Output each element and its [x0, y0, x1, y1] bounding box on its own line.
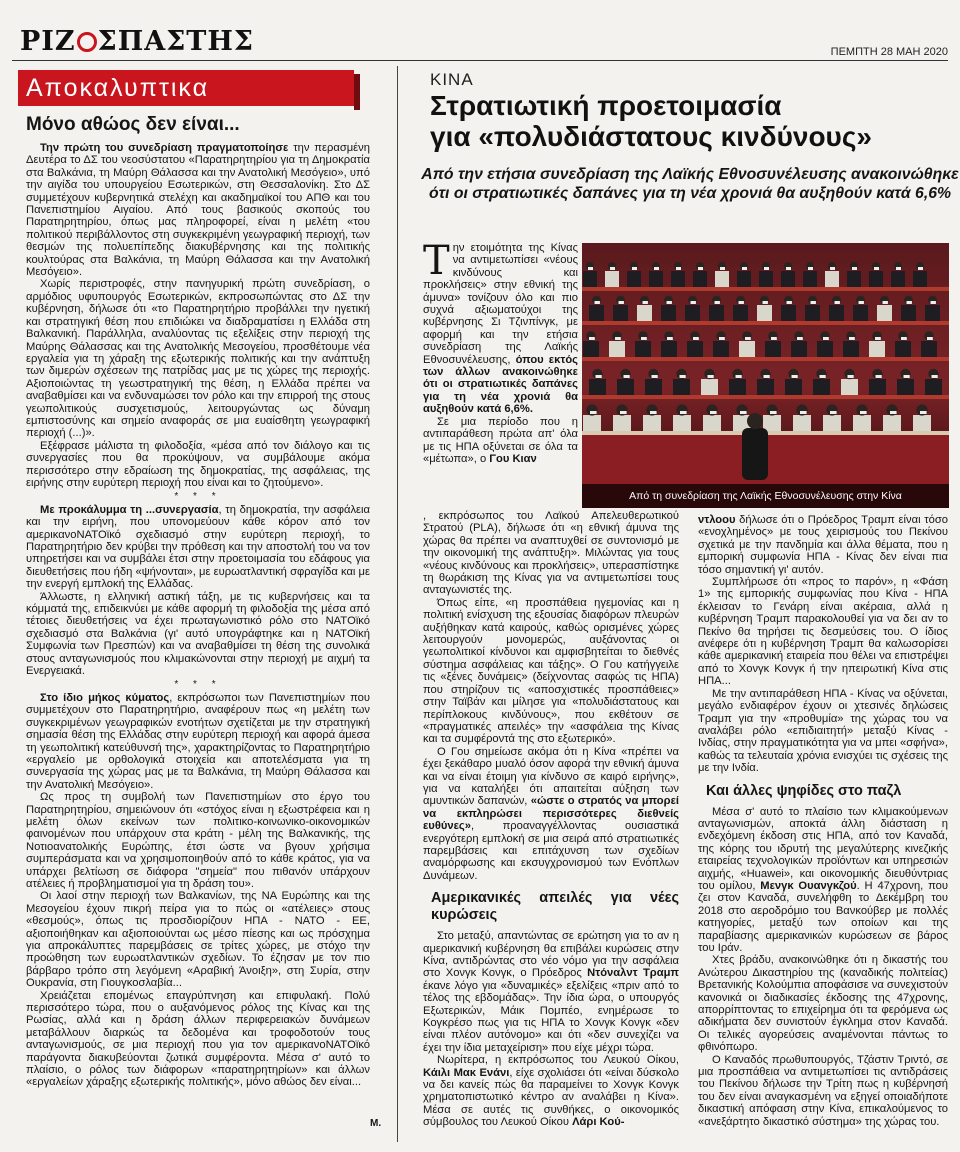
desk-row — [582, 395, 949, 399]
delegate-figure — [803, 271, 817, 289]
delegate-figure — [701, 379, 718, 397]
delegate-figure — [817, 341, 833, 359]
delegate-mask — [920, 411, 927, 414]
delegate-mask — [848, 375, 854, 378]
delegate-figure — [733, 305, 748, 323]
delegate-mask — [667, 301, 672, 304]
delegate-mask — [830, 411, 837, 414]
delegate-mask — [918, 267, 923, 270]
delegate-figure — [613, 415, 631, 433]
delegate-figure — [891, 271, 905, 289]
article-subheading: Και άλλες ψηφίδες στο παζλ — [706, 782, 902, 799]
delegate-figure — [847, 271, 861, 289]
delegate-figure — [901, 305, 916, 323]
delegate-figure — [589, 379, 606, 397]
author-signature: Μ. — [370, 1118, 382, 1129]
delegate-figure — [739, 341, 755, 359]
delegate-mask — [770, 411, 777, 414]
delegate-mask — [619, 301, 624, 304]
delegate-mask — [808, 267, 813, 270]
delegate-mask — [763, 301, 768, 304]
paragraph: Ο Καναδός πρωθυπουργός, Τζάστιν Τριντό, σε μια προσπάθεια να αντιμετωπίσει τις αντιδράσεις του Πεκίνου δήλωσε την Τρίτη πως η κυβέρνησή του δεν είναι αναγκασμένη να εξηγεί οποιαδήποτε δικαστική απόφαση στην Κίνα, επικαλούμενος το «ανεξάρτητο δικαστικό σύστημα» της χώρας του. — [698, 1053, 948, 1128]
delegate-mask — [883, 301, 888, 304]
header-rule — [12, 60, 948, 61]
delegate-figure — [737, 271, 751, 289]
delegate-mask — [624, 375, 630, 378]
delegate-figure — [841, 379, 858, 397]
drop-cap: Τ — [423, 238, 450, 284]
delegate-mask — [739, 301, 744, 304]
delegate-mask — [643, 301, 648, 304]
delegate-mask — [823, 337, 829, 340]
paragraph: Όπως είπε, «η προσπάθεια ηγεμονίας και η πολιτική ενίσχυση της εξουσίας διαφόρων πλευρών αυξήθηκαν κατά καιρούς, καθώς ορισμένες χώρες λειτουργούν μονομερώς, αυξάνοντας οι γεωπολιτικοί κίνδυνοι και αμφισβητείται το διεθνές σύστημα ασφάλειας και τάξης». Ο Γου κατήγγειλε τις «ξένες δυνάμεις» (δείχνοντας σαφώς τις ΗΠΑ) που στηρίζουν τις «αποσχιστικές προσπάθειες» στην Ταϊβάν και μίλησε για «πολυδιάστατους και περίπλοκους κινδύνους», που εκθέτουν σε «πραγματικές απειλές» την «ασφάλεια της Κίνας και τα συμφέροντά της στο εξωτερικό». — [423, 596, 679, 746]
delegate-mask — [927, 337, 933, 340]
delegate-mask — [800, 411, 807, 414]
delegate-figure — [877, 305, 892, 323]
delegate-figure — [609, 341, 625, 359]
delegate-mask — [820, 375, 826, 378]
paragraph: Εξέφρασε μάλιστα τη φιλοδοξία, «μέσα από τον διάλογο και τις συνεργασίες που θα προκύψουν, να συμβάλουμε ακόμα περισσότερο στην εδραίωση της δημοκρατίας, της ασφάλειας, της ειρήνης στην ευρύτερη περιοχή που είναι και το ζητούμενο». — [26, 439, 370, 489]
delegate-mask — [595, 301, 600, 304]
delegate-mask — [786, 267, 791, 270]
delegate-figure — [645, 379, 662, 397]
delegate-figure — [757, 379, 774, 397]
article-subhead: Από την ετήσια συνεδρίαση της Λαϊκής Εθνοσυνέλευσης ανακοινώθηκε ότι οι στρατιωτικές δαπάνες για τη νέα χρονιά θα αυξηθούν κατά 6,6% — [421, 166, 959, 202]
delegate-mask — [680, 411, 687, 414]
delegate-mask — [610, 267, 615, 270]
delegate-figure — [869, 341, 885, 359]
delegate-figure — [813, 379, 830, 397]
delegate-figure — [649, 271, 663, 289]
desk-row — [582, 357, 949, 361]
delegate-figure — [685, 305, 700, 323]
delegate-figure — [583, 341, 599, 359]
paragraph: Οι λαοί στην περιοχή των Βαλκανίων, της ΝΑ Ευρώπης και της Μεσογείου έχουν πικρή πείρα για το πώς οι «ατέλειες» στους «θεσμούς», όπως τις προσδιορίζουν ΗΠΑ - ΝΑΤΟ - ΕΕ, αξιοποιήθηκαν και αξιοποιούνται ως μέσο πίεσης και ως πρόσχημα για απροκάλυπτες παρεμβάσεις σε τρίτες χώρες, με στόχο την προώθηση των ευρωατλαντικών σχεδίων. Το έζησαν με τον πιο βάρβαρο τρόπο στη λεγόμενη «Αραβική Άνοιξη», στη Συρία, στην Ουκρανία, στη Γιουγκοσλαβία... — [26, 890, 370, 990]
delegate-mask — [719, 337, 725, 340]
delegate-figure — [897, 379, 914, 397]
delegate-figure — [791, 341, 807, 359]
paragraph: Συμπλήρωσε ότι «προς το παρόν», η «Φάση 1» της εμπορικής συμφωνίας που Κίνα - ΗΠΑ έκλεισαν το Γενάρη είναι ακέραια, αλλά η κυβέρνηση Τραμπ παρακολουθεί για να δει αν το Πεκίνο θα τηρήσει τις δεσμεύσεις του. Ο ίδιος ανέφερε ότι η κυβέρνηση Τραμπ θα καλωσορίσει κάθε αμερικανική εταιρεία που θέλει να επιστρέψει από το Χονγκ Κονγκ ή την ηπειρωτική Κίνα στις ΗΠΑ... — [698, 576, 948, 688]
main-headline: Στρατιωτική προετοιμασία για «πολυδιάστατους κινδύνους» — [430, 90, 872, 152]
left-article-headline: Μόνο αθώος δεν είναι... — [26, 114, 240, 135]
paragraph: ντλοου δήλωσε ότι ο Πρόεδρος Τραμπ είναι τόσο «ενοχλημένος» με τους χειρισμούς του Πεκίνου σχετικά με την πανδημία και άλλα θέματα, που η εμπορική συμφωνία ΗΠΑ - Κίνας δεν είναι πια τόσο σημαντική γι' αυτόν. — [698, 514, 948, 576]
delegate-mask — [710, 411, 717, 414]
delegate-mask — [590, 411, 597, 414]
paragraph: Ο Γου σημείωσε ακόμα ότι η Κίνα «πρέπει να έχει ξεκάθαρο μυαλό όσον αφορά την εθνική άμυνα και να είναι έτοιμη για κίνδυνο σε καιρό ειρήνης», για να καταλήξει ότι απαιτείται αύξηση των αμυντικών δαπανών, «ώστε ο στρατός να μπορεί να εκπληρώσει περισσότερες διεθνείς ευθύνες», προαναγγέλλοντας ουσιαστικά ενεργότερη εμπλοκή σε μια σειρά από στρατιωτικές παρεμβάσεις και επιτάχυνση των σχεδίων αναμόρφωσης και εκσυγχρονισμού των Ενόπλων Δυνάμεων. — [423, 745, 679, 882]
delegate-figure — [643, 415, 661, 433]
delegate-figure — [759, 271, 773, 289]
delegate-figure — [869, 379, 886, 397]
section-separator: * * * — [174, 679, 222, 691]
delegate-mask — [620, 411, 627, 414]
delegate-figure — [605, 271, 619, 289]
delegate-mask — [849, 337, 855, 340]
delegate-mask — [740, 411, 747, 414]
delegate-figure — [693, 271, 707, 289]
paragraph: Χτες βράδυ, ανακοινώθηκε ότι η δικαστής του Ανώτερου Δικαστηρίου της (καναδικής πολιτείας) Βρετανικής Κολούμπια αποφάσισε να συνεχιστούν κανονικά οι διαδικασίες έκδοσης της 47χρονης, απορρίπτοντας το επιχείρημα ότι τα φερόμενα ως αδικήματα δεν συνιστούν έγκλημα στον Καναδά. Οι τελικές αγορεύσεις αναμένονται πάντως το φθινόπωρο. — [698, 954, 948, 1054]
delegate-mask — [615, 337, 621, 340]
delegate-mask — [890, 411, 897, 414]
delegate-figure — [823, 415, 841, 433]
delegate-figure — [781, 305, 796, 323]
paragraph: Ως προς τη συμβολή των Πανεπιστημίων στο έργο του Παρατηρητηρίου, σημειώνουν ότι «στόχος είναι η εξωστρέφεια και η μελέτη όλων εκείνων των πολιτικο-κοινωνικο-οικονομικών φαινομένων που υπάρχουν στα κράτη - μέλη της Βαλκανικής, της Νοτιοανατολικής Ευρώπης, έτσι ώστε να βγουν χρήσιμα συμπεράσματα και να χρησιμοποιηθούν από το κάθε κράτος, για να υπάρχει βελτίωση σε διάφορα "σημεία" που πιθανόν υπάρχουν ατέλειες ή προβληματισμοί για τη δράση του». — [26, 791, 370, 890]
delegate-mask — [596, 375, 602, 378]
delegate-mask — [654, 267, 659, 270]
delegate-figure — [853, 415, 871, 433]
delegate-figure — [729, 379, 746, 397]
delegate-figure — [913, 271, 927, 289]
delegate-mask — [852, 267, 857, 270]
delegate-mask — [792, 375, 798, 378]
delegate-mask — [874, 267, 879, 270]
section-separator: * * * — [174, 491, 222, 503]
delegate-figure — [635, 341, 651, 359]
article-column-1-cont — [423, 510, 679, 1129]
delegate-figure — [829, 305, 844, 323]
delegate-figure — [713, 341, 729, 359]
delegate-figure — [661, 305, 676, 323]
paragraph: Σε μια περίοδο που η αντιπαράθεση πρώτα απ' όλα με τις ΗΠΑ οξύνεται σε όλα τα «μέτωπα», ο Γου Κιαν — [423, 415, 578, 465]
delegate-mask — [632, 267, 637, 270]
paragraph: Μέσα σ' αυτό το πλαίσιο των κλιμακούμενων ανταγωνισμών, αποκτά άλλη διάσταση η ενδεχόμενη έκδοση στις ΗΠΑ, από τον Καναδά, της κόρης του ιδρυτή της μεγαλύτερης κινεζικής εταιρείας τεχνολογικών προϊόντων και υπηρεσιών αιχμής, «Huawei», και οικονομικής διευθύντριας του ομίλου, Μενγκ Ουανγκζού. Η 47χρονη, που ζει στον Καναδά, συνελήφθη το Δεκέμβρη του 2018 στο αεροδρόμιο του Βανκούβερ με πολλές κατηγορίες, μεταξύ των οποίων και της παραβίασης αμερικανικών κυρώσεων σε βάρος του Ιράν. — [698, 805, 948, 954]
delegate-figure — [715, 271, 729, 289]
delegate-figure — [673, 379, 690, 397]
delegate-mask — [764, 267, 769, 270]
paragraph: Άλλωστε, η ελληνική αστική τάξη, με τις κυβερνήσεις και τα κόμματά της, επιδεικνύει με κάθε αφορμή τη φιλοδοξία της μέσα από τέτοιες διευθετήσεις να έχει πρωταγωνιστικό ρόλο στο ΝΑΤOϊκό σχεδιασμό στα Βαλκάνια (γι' αυτό υπογράφτηκε και η ΝΑΤOϊκή Συμφωνία των Πρεσπών) και να αναβαθμίσει τη θέση της συνολικά στους ανταγωνισμούς που κλιμακώνονται στην περιοχή με αιχμή τα Ενεργειακά. — [26, 590, 370, 678]
delegate-mask — [771, 337, 777, 340]
delegate-figure — [703, 415, 721, 433]
delegate-mask — [720, 267, 725, 270]
delegate-figure — [825, 271, 839, 289]
delegate-figure — [613, 305, 628, 323]
paragraph: Νωρίτερα, η εκπρόσωπος του Λευκού Οίκου, Κάιλι Μακ Ενάνι, είχε σχολιάσει ότι «είναι δύσκολο να δει κανείς πώς θα παραμείνει το Χονγκ Κονγκ χρηματοπιστωτικό κέντρο αν αναλάβει η Κίνα». Μέσα σε αυτές τις συνθήκες, ο οικονομικός σύμβουλος του Λευκού Οίκου Λάρι Κού- — [423, 1054, 679, 1129]
article-column-1 — [423, 238, 578, 465]
delegate-figure — [781, 271, 795, 289]
delegate-figure — [637, 305, 652, 323]
news-photo — [582, 243, 949, 508]
delegate-mask — [589, 337, 595, 340]
issue-date: ΠΕΜΠΤΗ 28 ΜΑΗ 2020 — [830, 46, 948, 58]
delegate-figure — [709, 305, 724, 323]
delegate-figure — [765, 341, 781, 359]
article-subheading: Αμερικανικές απειλές για νέες κυρώσεις — [431, 890, 679, 924]
delegate-figure — [925, 305, 940, 323]
delegate-mask — [811, 301, 816, 304]
paragraph: Στο ίδιο μήκος κύματος, εκπρόσωποι των Πανεπιστημίων που συμμετέχουν στο Παρατηρητήριο, αναφέρουν πως «η μελέτη των συγκεκριμένων γεωγραφικών ενοτήτων σχετίζεται με την στρατηγική σημασία θέση της Ελλάδας στην ευρύτερη περιοχή και αφορά άμεσα τη γεωπολιτική κατεύθυνσή της», χαρακτηρίζοντας το Παρατηρητήριο «εργαλείο με ορθολογικά στοιχεία και αποτελέσματα για τη συνεργασία της χώρας μας με τα Βαλκάνια, τη Μαύρη Θάλασσα και την Ανατολική Μεσόγειο». — [26, 691, 370, 791]
left-article-body — [26, 142, 370, 1089]
delegate-mask — [797, 337, 803, 340]
newspaper-masthead: ΡΙΖ ΣΠΑΣΤΗΣ — [20, 26, 254, 57]
delegate-mask — [904, 375, 910, 378]
delegate-figure — [687, 341, 703, 359]
delegate-mask — [693, 337, 699, 340]
delegate-mask — [931, 301, 936, 304]
paragraph: Χωρίς περιστροφές, στην πανηγυρική πρώτη συνεδρίαση, ο αρμόδιος υφυπουργός Εσωτερικών, εκπροσωπώντας στο ΔΣ την κυβέρνηση, δήλωσε ότι «το Παρατηρητήριο προβάλλει την ηγετική και στρατηγική θέση που επιδιώκει να διαδραματίσει η Ελλάδα στη Βαλκανική. Παράλληλα, αναλύοντας τις εξελίξεις στην περιοχή της Μαύρης Θάλασσας και της Ανατολικής Μεσογείου, προσθέτουμε νέα εργαλεία για τη χάραξη της εξωτερικής πολιτικής και την ανάπτυξη των διμερών σχέσεων της πατρίδας μας με τις χώρες της περιοχής. Αξιοποιώντας τη γεωστρατηγική της θέση, η Ελλάδα πρέπει να αναβαθμίσει και να ενδυναμώσει τον ρόλο και την επιρροή της στους γεωπολιτικούς συσχετισμούς, λειτουργώντας ως δύναμη εμπιστοσύνης και σημείο αναφοράς σε μια ευαίσθητη γεωγραφική περιοχή (...)». — [26, 278, 370, 440]
delegate-figure — [843, 341, 859, 359]
delegate-figure — [583, 415, 601, 433]
delegate-figure — [583, 271, 597, 289]
delegate-mask — [736, 375, 742, 378]
paragraph: Στο μεταξύ, απαντώντας σε ερώτηση για το αν η αμερικανική κυβέρνηση θα επιβάλει κυρώσεις στην Κίνα, αντιδρώντας στο νέο νόμο για την ασφάλεια στο Χονγκ Κονγκ, ο Πρόεδρος Ντόναλντ Τραμπ έκανε λόγο για «δυναμικές» εξελίξεις «πριν από το τέλος της εβδομάδας». Την ίδια ώρα, ο υπουργός Εξωτερικών, Μάικ Πομπέο, ενημέρωσε το Κογκρέσο πως για τις ΗΠΑ το Χονγκ Κονγκ «δεν είναι πλέον αυτόνομο» και ότι «δεν συνεχίζει να έχει την ίδια μεταχείριση» που είχε μέχρι τώρα. — [423, 930, 679, 1054]
delegate-mask — [691, 301, 696, 304]
delegate-figure — [921, 341, 937, 359]
delegate-figure — [627, 271, 641, 289]
delegate-mask — [641, 337, 647, 340]
delegate-figure — [805, 305, 820, 323]
paragraph: Την ετοιμότητα της Κίνας να αντιμετωπίσει «νέους κινδύνους και προκλήσεις» στην εθνική της άμυνα» τονίζουν όλο και πιο συχνά αξιωματούχοι της κυβέρνησης Σι Τζινπίνγκ, με αφορμή και την ετήσια συνεδρίαση της Λαϊκής Εθνοσυνέλευσης, όπου εκτός των άλλων ανακοινώθηκε ότι οι στρατιωτικές δαπάνες για τη νέα χρονιά θα αυξηθούν κατά 6,6%. — [423, 238, 578, 416]
delegate-mask — [876, 375, 882, 378]
delegate-mask — [859, 301, 864, 304]
delegate-figure — [785, 379, 802, 397]
delegate-mask — [698, 267, 703, 270]
delegate-mask — [676, 267, 681, 270]
delegate-figure — [589, 305, 604, 323]
delegate-figure — [853, 305, 868, 323]
delegate-figure — [883, 415, 901, 433]
delegate-mask — [896, 267, 901, 270]
delegate-mask — [764, 375, 770, 378]
delegate-mask — [907, 301, 912, 304]
delegate-mask — [715, 301, 720, 304]
delegate-figure — [757, 305, 772, 323]
delegate-mask — [667, 337, 673, 340]
delegate-figure — [617, 379, 634, 397]
delegate-mask — [588, 267, 593, 270]
delegate-mask — [745, 337, 751, 340]
delegate-figure — [661, 341, 677, 359]
delegate-mask — [742, 267, 747, 270]
delegate-mask — [680, 375, 686, 378]
delegate-figure — [895, 341, 911, 359]
delegate-mask — [860, 411, 867, 414]
delegate-mask — [708, 375, 714, 378]
delegate-figure — [925, 379, 942, 397]
photo-caption: Από τη συνεδρίαση της Λαϊκής Εθνοσυνέλευσης στην Κίνα — [582, 484, 949, 508]
paragraph: Με προκάλυμμα τη ...συνεργασία, τη δημοκρατία, την ασφάλεια και την ειρήνη, που υπονομεύουν κάθε κόρον από τον αμερικανοΝΑΤOϊκό σχεδιασμό στην ευρύτερη περιοχή, το Παρατηρητήριο δεν κρύβει την πρόθεση και την αποστολή του να τον υπηρετήσει και να συμβάλει έτσι στην προετοιμασία του εδάφους για διευθετήσεις που ήδη «ψήνονται», με ευρωατλαντική σφραγίδα και με την ενεργή εμπλοκή της Ελλάδας. — [26, 503, 370, 591]
delegate-mask — [652, 375, 658, 378]
delegate-mask — [835, 301, 840, 304]
delegate-figure — [793, 415, 811, 433]
delegate-mask — [830, 267, 835, 270]
delegate-figure — [671, 271, 685, 289]
paragraph: Χρειάζεται επομένως επαγρύπνηση και επιφυλακή. Πολύ περισσότερο τώρα, που ο αυξανόμενος ρόλος της Κίνας και της Ρωσίας, αλλά και η δράση άλλων περιφερειακών δυνάμεων μεταβάλλουν διαρκώς τα δεδομένα και τροφοδοτούν τους ανταγωνισμούς, σε μια περιοχή που για τον αμερικανοΝΑΤOϊκό παράγοντα διακυβεύονται ζωτικά συμφέροντα. Μέσα σ' αυτό το πλαίσιο, ο ρόλος των διάφορων «παρατηρητηρίων» και άλλων «εργαλείων χάραξης εξωτερικής πολιτικής», μόνο αθώος δεν είναι... — [26, 989, 370, 1089]
delegate-mask — [875, 337, 881, 340]
delegate-figure — [869, 271, 883, 289]
delegate-mask — [901, 337, 907, 340]
delegate-mask — [787, 301, 792, 304]
assembly-photo-illustration — [582, 243, 949, 484]
article-kicker: ΚΙΝΑ — [430, 70, 474, 89]
desk-row — [582, 321, 949, 325]
delegate-figure — [673, 415, 691, 433]
paragraph: Με την αντιπαράθεση ΗΠΑ - Κίνας να οξύνεται, μεγάλο ενδιαφέρον έχουν οι χτεσινές δηλώσεις Τραμπ για την «προθυμία» της χώρας του να αναλάβει ρόλο «επιδιαιτητή» μεταξύ Κίνας - Ινδίας, στην πραγματικότητα για να μπει «σφήνα», καθώς τα τελευταία χρόνια ενισχύει τις σχέσεις της με την Ινδία. — [698, 687, 948, 775]
desk-row — [582, 287, 949, 291]
masthead-logo-o — [77, 32, 97, 52]
delegate-mask — [932, 375, 938, 378]
article-column-3 — [698, 514, 948, 1128]
delegate-figure — [913, 415, 931, 433]
section-banner: Αποκαλυπτικα — [18, 70, 354, 106]
paragraph: , εκπρόσωπος του Λαϊκού Απελευθερωτικού Στρατού (PLA), δήλωσε ότι «η εθνική άμυνα της χώρας θα πρέπει να αναπτυχθεί σε συντονισμό με την οικονομική της ανάπτυξη». Μιλώντας για τους «νέους κινδύνους και προκλήσεις», υπερασπίστηκε τη θωράκιση της Κίνας για να αντιμετωπίσει τους ανταγωνιστές της. — [423, 510, 679, 597]
paragraph: Την πρώτη του συνεδρίαση πραγματοποίησε την περασμένη Δευτέρα το ΔΣ του νεοσύστατου «Παρατηρητηρίου για τη Δημοκρατία στα Βαλκάνια, τη Μαύρη Θάλασσα και την Ανατολική Μεσόγειο», υπό την αιγίδα του υπουργείου Εσωτερικών, στη Θεσσαλονίκη. Στο ΔΣ συμμετέχουν κυβερνητικά στελέχη και ακαδημαϊκοί του ΑΠΘ και του Πανεπιστημίου Αιγαίου. Από τους βασικούς σκοπούς του Παρατηρητηρίου, όπως μας πληροφορεί, είναι η μελέτη «του πολιτικού περιβάλλοντος στη συγκεκριμένη γεωγραφική περιοχή, των θεσμών της πολυεπίπεδης διακυβέρνησης και της πολιτικής κουλτούρας στα Βαλκάνια, τη Μαύρη Θάλασσα και την Ανατολική Μεσόγειο». — [26, 142, 370, 279]
delegate-mask — [650, 411, 657, 414]
column-divider — [397, 66, 398, 1142]
